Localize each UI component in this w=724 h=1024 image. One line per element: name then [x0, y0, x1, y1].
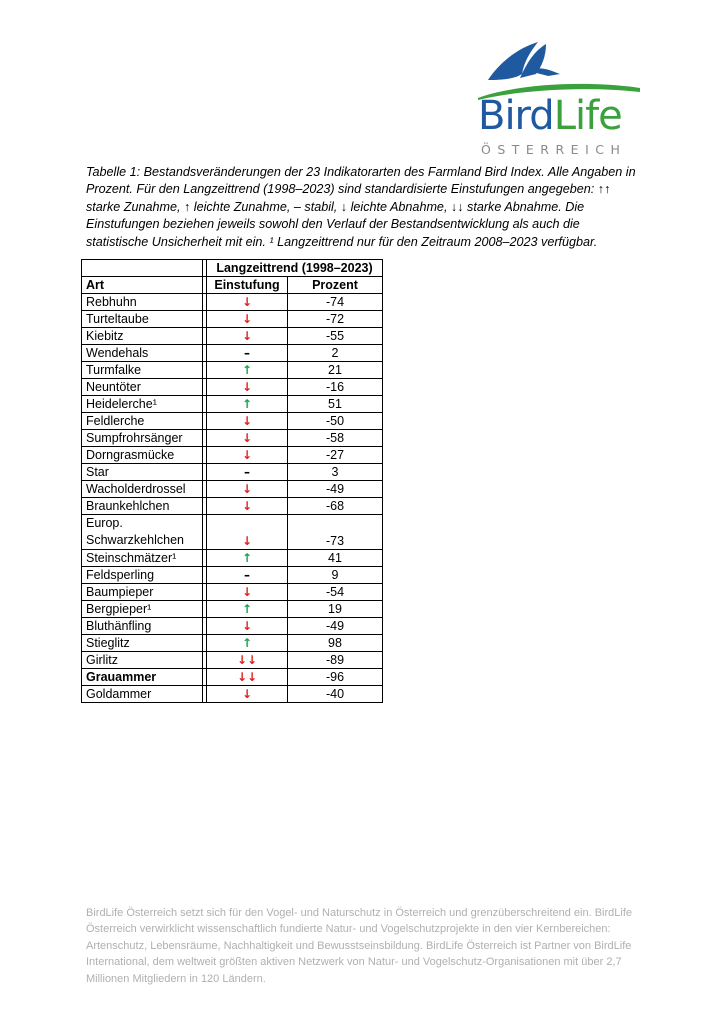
trend-down-icon: ↓↓ — [236, 653, 258, 667]
table-row — [82, 601, 383, 618]
trend-down-icon: ↓ — [241, 448, 253, 462]
cell-prozent: -89 — [288, 652, 383, 669]
cell-art: Feldsperling — [82, 567, 203, 584]
table-row — [82, 311, 383, 328]
table-row — [82, 430, 383, 447]
table-row — [82, 294, 383, 311]
cell-prozent: -16 — [288, 379, 383, 396]
cell-art: Turmfalke — [82, 362, 203, 379]
cell-einstufung — [207, 550, 288, 567]
cell-einstufung — [207, 328, 288, 345]
trend-down-icon: ↓ — [241, 312, 253, 326]
table-row — [82, 481, 383, 498]
table-row — [82, 550, 383, 567]
table-row — [82, 396, 383, 413]
cell-einstufung — [207, 379, 288, 396]
table-row — [82, 362, 383, 379]
cell-einstufung — [207, 601, 288, 618]
cell-einstufung — [207, 481, 288, 498]
cell-einstufung — [207, 686, 288, 703]
cell-einstufung — [207, 447, 288, 464]
cell-prozent: -58 — [288, 430, 383, 447]
cell-prozent: -50 — [288, 413, 383, 430]
birdlife-logo — [476, 40, 640, 164]
trend-down-icon: ↓ — [241, 585, 253, 599]
cell-prozent: 19 — [288, 601, 383, 618]
cell-prozent: -96 — [288, 669, 383, 686]
cell-art: Stieglitz — [82, 635, 203, 652]
cell-einstufung — [207, 345, 288, 362]
trend-down-icon: ↓ — [241, 380, 253, 394]
cell-prozent: -74 — [288, 294, 383, 311]
cell-prozent: 2 — [288, 345, 383, 362]
cell-einstufung — [207, 413, 288, 430]
cell-art: Grauammer — [82, 669, 203, 686]
trend-up-icon: ↑ — [241, 636, 253, 650]
trend-stable-icon: – — [244, 465, 250, 479]
indicator-table — [81, 259, 383, 703]
cell-art: Heidelerche¹ — [82, 396, 203, 413]
cell-einstufung — [207, 498, 288, 515]
cell-art: Europ. Schwarzkehlchen — [82, 515, 203, 550]
cell-art: Wacholderdrossel — [82, 481, 203, 498]
cell-einstufung — [207, 294, 288, 311]
cell-einstufung — [207, 430, 288, 447]
cell-einstufung — [207, 362, 288, 379]
cell-prozent: -73 — [288, 515, 383, 550]
cell-prozent: 9 — [288, 567, 383, 584]
cell-art: Rebhuhn — [82, 294, 203, 311]
cell-prozent: 98 — [288, 635, 383, 652]
table-row — [82, 567, 383, 584]
table-row — [82, 652, 383, 669]
table-row — [82, 584, 383, 601]
header-prozent: Prozent — [288, 277, 383, 294]
table-caption: Tabelle 1: Bestandsveränderungen der 23 Indikatorarten des Farmland Bird Index. Alle Angaben in Prozent. Für den Langzeittrend (1998–2023) sind standardisierte Einstufungen angegeben: ↑↑ starke Zunahme, ↑ leichte Zunahme, – stabil, ↓ leichte Abnahme, ↓↓ starke Abnahme. Die Einstufungen beziehen jeweils sowohl den Verlauf der Bestandsentwicklung als auch die statistische Unsicherheit mit ein. ¹ Langzeittrend nur für den Zeitraum 2008–2023 verfügbar. — [86, 165, 636, 249]
table-row — [82, 447, 383, 464]
cell-prozent: 51 — [288, 396, 383, 413]
trend-down-icon: ↓ — [241, 482, 253, 496]
trend-up-icon: ↑ — [241, 363, 253, 377]
table-row — [82, 515, 383, 550]
cell-art: Bergpieper¹ — [82, 601, 203, 618]
trend-down-icon: ↓ — [241, 499, 253, 513]
table-column-header-row — [82, 277, 383, 294]
cell-prozent: -49 — [288, 481, 383, 498]
logo-wordmark — [478, 93, 622, 139]
cell-prozent: 3 — [288, 464, 383, 481]
cell-einstufung — [207, 311, 288, 328]
cell-art: Goldammer — [82, 686, 203, 703]
logo-subtitle: ÖSTERREICH — [481, 142, 627, 157]
cell-art: Girlitz — [82, 652, 203, 669]
trend-down-icon: ↓↓ — [236, 670, 258, 684]
table-group-header-row — [82, 260, 383, 277]
trend-down-icon: ↓ — [241, 414, 253, 428]
cell-einstufung — [207, 584, 288, 601]
cell-einstufung — [207, 669, 288, 686]
cell-prozent: -49 — [288, 618, 383, 635]
table-row — [82, 345, 383, 362]
logo-word-bird: Bird — [478, 93, 554, 139]
trend-up-icon: ↑ — [241, 602, 253, 616]
cell-art: Kiebitz — [82, 328, 203, 345]
cell-einstufung — [207, 464, 288, 481]
trend-down-icon: ↓ — [241, 295, 253, 309]
table-row — [82, 328, 383, 345]
cell-einstufung — [207, 618, 288, 635]
cell-art: Sumpfrohrsänger — [82, 430, 203, 447]
cell-art: Braunkehlchen — [82, 498, 203, 515]
cell-art: Feldlerche — [82, 413, 203, 430]
table-row — [82, 669, 383, 686]
header-empty-cell — [82, 260, 203, 277]
cell-art: Bluthänfling — [82, 618, 203, 635]
cell-einstufung — [207, 515, 288, 550]
cell-prozent: -55 — [288, 328, 383, 345]
trend-up-icon: ↑ — [241, 397, 253, 411]
logo-word-life: Life — [553, 93, 622, 139]
trend-down-icon: ↓ — [241, 431, 253, 445]
trend-stable-icon: – — [244, 568, 250, 582]
cell-prozent: -27 — [288, 447, 383, 464]
header-einstufung: Einstufung — [207, 277, 288, 294]
table-row — [82, 464, 383, 481]
table-row — [82, 686, 383, 703]
cell-einstufung — [207, 567, 288, 584]
footer-text: BirdLife Österreich setzt sich für den Vogel- und Naturschutz in Österreich und grenzüberschreitend ein. BirdLife Österreich verwirklicht wissenschaftlich fundierte Natur- und Vogelschutzprojekte in den vier Kernbereichen: Artenschutz, Lebensräume, Nachhaltigkeit und Bewusstseinsbildung. BirdLife Österreich ist Partner von BirdLife International, dem weltweit größten aktiven Netzwerk von Natur- und Vogelschutz-Organisationen mit über 2,7 Millionen Mitgliedern in 120 Ländern. — [86, 907, 632, 985]
table-row — [82, 498, 383, 515]
cell-einstufung — [207, 635, 288, 652]
cell-art: Wendehals — [82, 345, 203, 362]
trend-down-icon: ↓ — [241, 329, 253, 343]
trend-stable-icon: – — [244, 346, 250, 360]
cell-prozent: 21 — [288, 362, 383, 379]
header-art: Art — [82, 277, 203, 294]
table-row — [82, 413, 383, 430]
cell-prozent: -68 — [288, 498, 383, 515]
cell-prozent: -72 — [288, 311, 383, 328]
trend-down-icon: ↓ — [241, 619, 253, 633]
cell-art: Star — [82, 464, 203, 481]
table-row — [82, 618, 383, 635]
trend-down-icon: ↓ — [241, 534, 253, 548]
table-row — [82, 635, 383, 652]
cell-art: Steinschmätzer¹ — [82, 550, 203, 567]
cell-prozent: -54 — [288, 584, 383, 601]
cell-art: Neuntöter — [82, 379, 203, 396]
cell-einstufung — [207, 652, 288, 669]
bird-icon — [476, 40, 640, 100]
table-row — [82, 379, 383, 396]
header-langzeittrend: Langzeittrend (1998–2023) — [207, 260, 383, 277]
cell-art: Baumpieper — [82, 584, 203, 601]
cell-art: Dorngrasmücke — [82, 447, 203, 464]
cell-prozent: -40 — [288, 686, 383, 703]
trend-down-icon: ↓ — [241, 687, 253, 701]
trend-up-icon: ↑ — [241, 551, 253, 565]
cell-art: Turteltaube — [82, 311, 203, 328]
cell-prozent: 41 — [288, 550, 383, 567]
cell-einstufung — [207, 396, 288, 413]
